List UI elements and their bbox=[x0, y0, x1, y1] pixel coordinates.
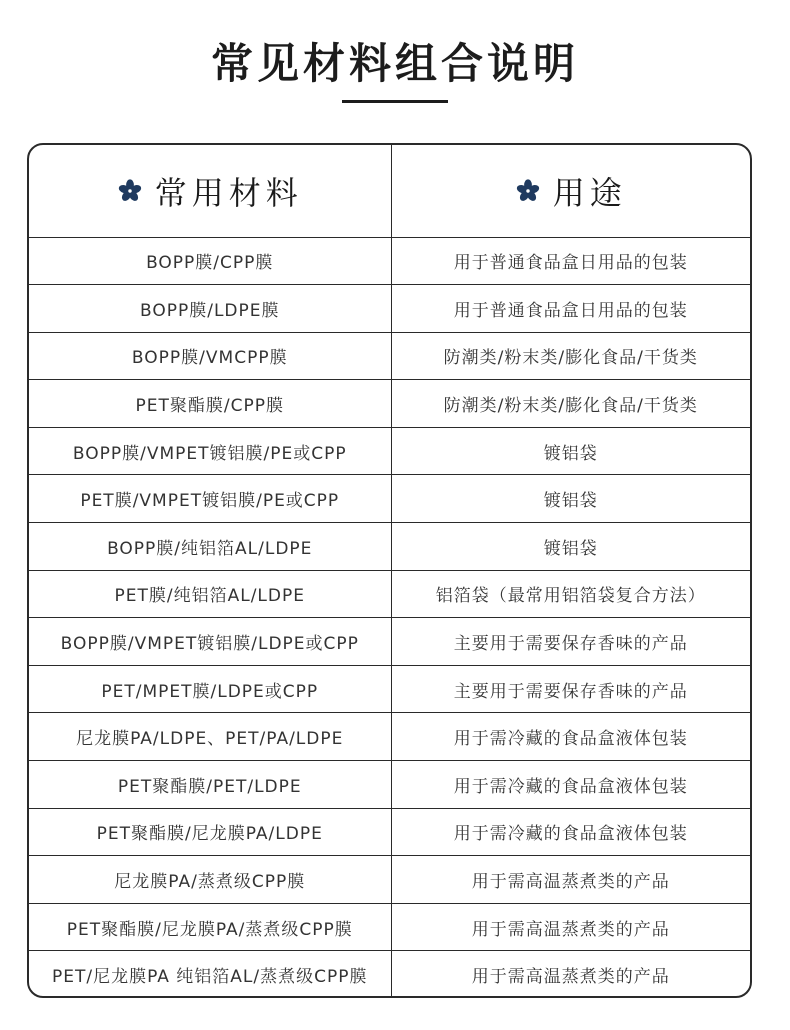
table-row bbox=[29, 380, 750, 428]
title-underline bbox=[342, 100, 448, 103]
material-cell: BOPP膜/CPP膜 bbox=[29, 237, 391, 285]
material-cell: PET膜/纯铝箔AL/LDPE bbox=[29, 570, 391, 618]
table-row bbox=[29, 761, 750, 809]
material-cell: BOPP膜/LDPE膜 bbox=[29, 285, 391, 333]
table-row bbox=[29, 427, 750, 475]
header-uses-label: 用途 bbox=[552, 173, 627, 212]
table-row bbox=[29, 665, 750, 713]
table-row bbox=[29, 951, 750, 998]
materials-table bbox=[29, 145, 750, 998]
use-cell: 用于需冷藏的食品盒液体包装 bbox=[391, 808, 750, 856]
material-cell: 尼龙膜PA/蒸煮级CPP膜 bbox=[29, 856, 391, 904]
material-cell: PET聚酯膜/尼龙膜PA/LDPE bbox=[29, 808, 391, 856]
material-cell: 尼龙膜PA/LDPE、PET/PA/LDPE bbox=[29, 713, 391, 761]
use-cell: 用于需高温蒸煮类的产品 bbox=[391, 903, 750, 951]
table-row bbox=[29, 237, 750, 285]
flower-icon bbox=[515, 178, 541, 204]
material-cell: PET聚酯膜/CPP膜 bbox=[29, 380, 391, 428]
use-cell: 用于需冷藏的食品盒液体包装 bbox=[391, 713, 750, 761]
table-row bbox=[29, 475, 750, 523]
use-cell: 镀铝袋 bbox=[391, 523, 750, 571]
use-cell: 主要用于需要保存香味的产品 bbox=[391, 618, 750, 666]
material-cell: PET/MPET膜/LDPE或CPP bbox=[29, 665, 391, 713]
use-cell: 镀铝袋 bbox=[391, 475, 750, 523]
materials-table-frame bbox=[27, 143, 752, 998]
header-materials-label: 常用材料 bbox=[154, 173, 303, 212]
material-cell: PET/尼龙膜PA 纯铝箔AL/蒸煮级CPP膜 bbox=[29, 951, 391, 998]
header-uses bbox=[391, 145, 750, 237]
use-cell: 铝箔袋（最常用铝箔袋复合方法） bbox=[391, 570, 750, 618]
flower-icon bbox=[117, 178, 143, 204]
use-cell: 镀铝袋 bbox=[391, 427, 750, 475]
use-cell: 防潮类/粉末类/膨化食品/干货类 bbox=[391, 380, 750, 428]
table-row bbox=[29, 618, 750, 666]
material-cell: PET膜/VMPET镀铝膜/PE或CPP bbox=[29, 475, 391, 523]
use-cell: 主要用于需要保存香味的产品 bbox=[391, 665, 750, 713]
use-cell: 用于需冷藏的食品盒液体包装 bbox=[391, 761, 750, 809]
table-row bbox=[29, 332, 750, 380]
table-row bbox=[29, 903, 750, 951]
material-cell: PET聚酯膜/尼龙膜PA/蒸煮级CPP膜 bbox=[29, 903, 391, 951]
use-cell: 用于普通食品盒日用品的包装 bbox=[391, 285, 750, 333]
material-cell: BOPP膜/纯铝箔AL/LDPE bbox=[29, 523, 391, 571]
table-row bbox=[29, 523, 750, 571]
use-cell: 用于普通食品盒日用品的包装 bbox=[391, 237, 750, 285]
material-cell: BOPP膜/VMCPP膜 bbox=[29, 332, 391, 380]
table-row bbox=[29, 570, 750, 618]
material-cell: BOPP膜/VMPET镀铝膜/LDPE或CPP bbox=[29, 618, 391, 666]
material-cell: PET聚酯膜/PET/LDPE bbox=[29, 761, 391, 809]
table-row bbox=[29, 285, 750, 333]
table-row bbox=[29, 856, 750, 904]
use-cell: 用于需高温蒸煮类的产品 bbox=[391, 856, 750, 904]
use-cell: 用于需高温蒸煮类的产品 bbox=[471, 967, 670, 988]
table-row bbox=[29, 713, 750, 761]
table-header-row bbox=[29, 145, 750, 237]
page-title: 常见材料组合说明 bbox=[210, 39, 579, 88]
use-cell: 防潮类/粉末类/膨化食品/干货类 bbox=[391, 332, 750, 380]
header-materials bbox=[29, 145, 391, 237]
table-row bbox=[29, 808, 750, 856]
material-cell: BOPP膜/VMPET镀铝膜/PE或CPP bbox=[29, 427, 391, 475]
